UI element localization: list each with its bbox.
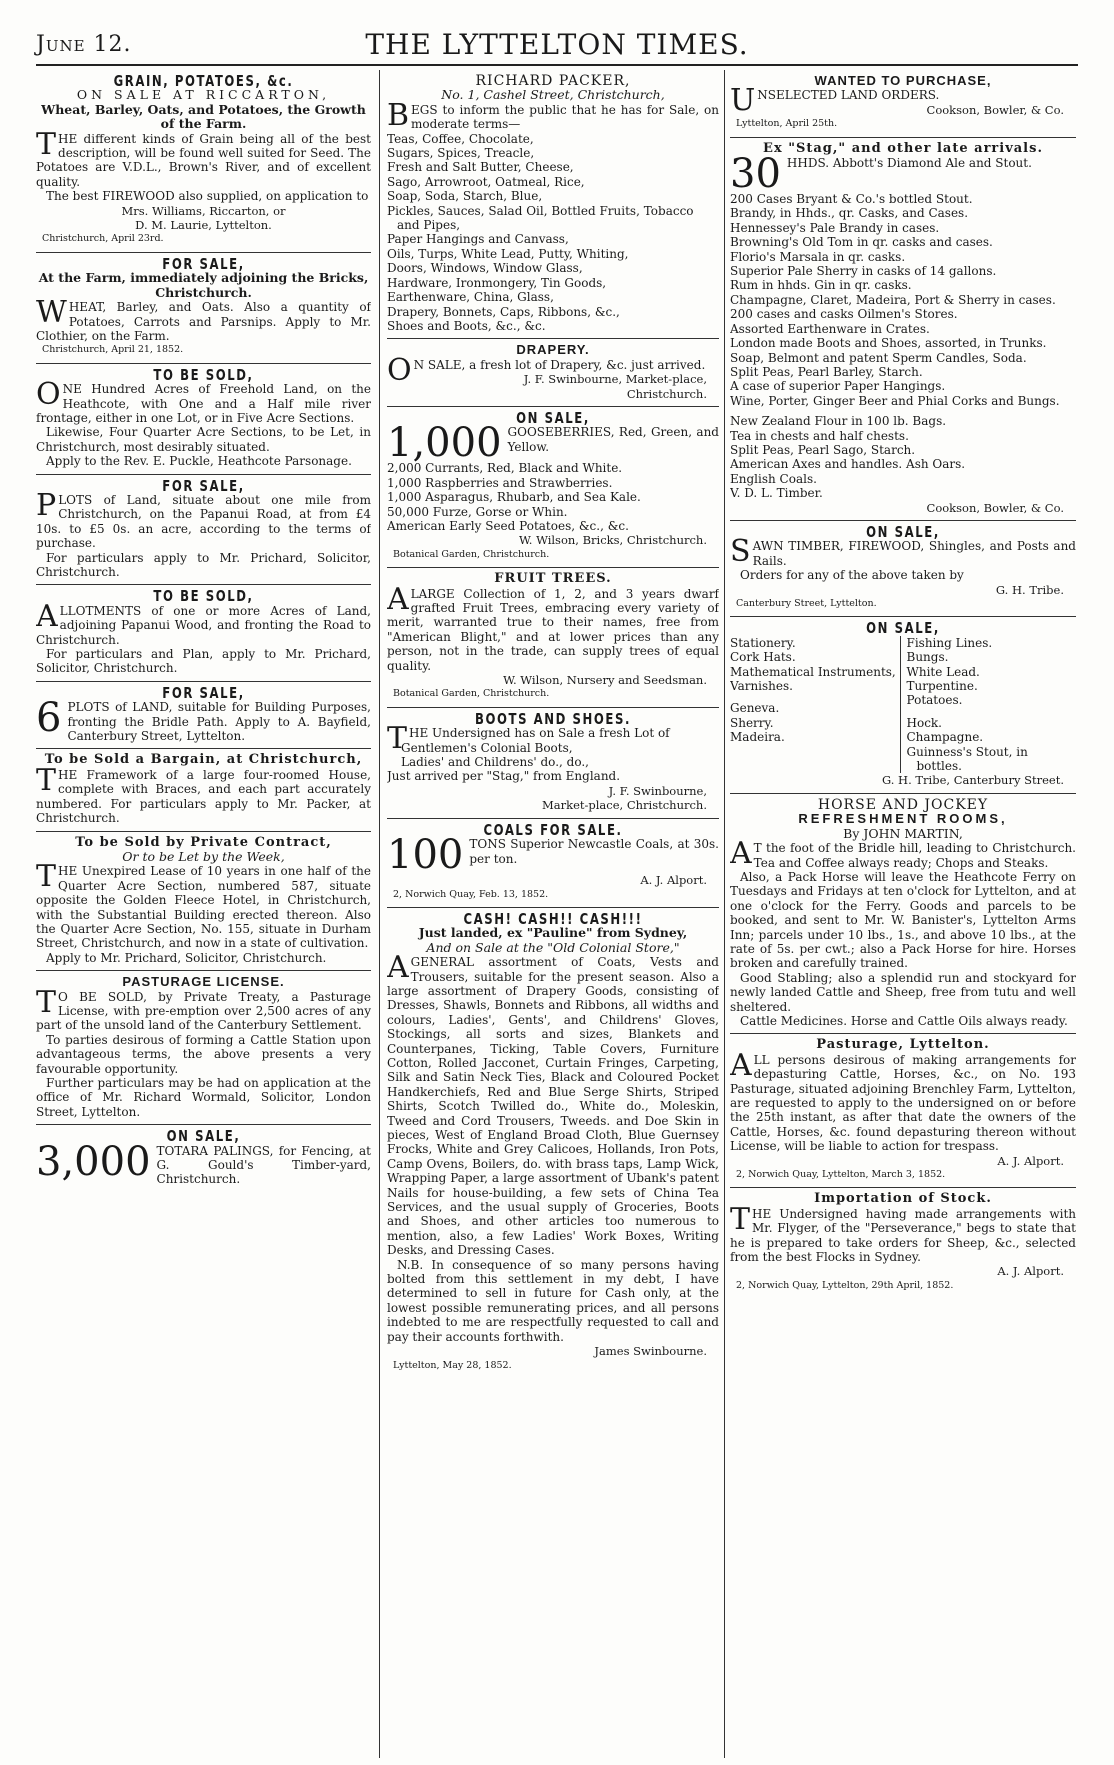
list-item: 2,000 Currants, Red, Black and White. — [387, 461, 623, 476]
ad-body: TO BE SOLD, by Private Treaty, a Pasturage License, with pre-emption over 2,500 acres of any part of the unsold land of the Canterbury Settlement. — [36, 984, 371, 1033]
ad-body: UNSELECTED LAND ORDERS. — [730, 83, 940, 119]
ad-heading: TO BE SOLD, — [153, 365, 254, 384]
ad-heading: ON SALE, — [166, 1127, 241, 1146]
goods-list — [387, 132, 719, 334]
ad-body: To parties desirous of forming a Cattle Station upon advantageous terms, the above presents a very favourable opportunity. — [36, 1032, 371, 1076]
list-item: Drapery, Bonnets, Caps, Ribbons, &c., — [387, 304, 620, 319]
ad-dateline: Lyttelton, May 28, 1852. — [393, 1359, 512, 1371]
ad-body: ALL persons desirous of making arrangements for depasturing Cattle, Horses, &c., on No. 193 Pasturage, situated adjoining Brenchley Farm, Lyttelton, are requested to apply to the undersigned on or before the 25th instant, as after that date the owners of the Cattle, Horses, &c. found depasturing thereon without License, will be liable to action for trespass. — [730, 1047, 1076, 1154]
advertisement — [387, 819, 719, 908]
list-item: 50,000 Furze, Gorse or Whin. — [387, 504, 568, 519]
ad-big-numeral: 100 — [387, 832, 464, 879]
advertisement — [36, 253, 371, 364]
list-item: Bungs. — [906, 650, 949, 665]
column-3 — [730, 70, 1076, 1758]
masthead-title: THE LYTTELTON TIMES. — [365, 28, 749, 61]
ad-body: AGENERAL assortment of Coats, Vests and Trousers, suitable for the present season. Also a large assortment of Drapery Goods, consisting of Dresses, Shawls, Bonnets and Ribbons, all widths and colours, Ladies', Gents', and Childrens' Gloves, Stockings, all sorts and sizes, Blankets and Counterpanes, Ticking, Table Covers, Furniture Cotton, Rolled Jacconet, Curtain Fringes, Carpeting, Silk and Satin Neck Ties, Black and Coloured Pocket Handkerchiefs, Red and Blue Serge Shirts, Striped Shirts, Scotch Twilled do., White do., Moleskin, Tweed and Cord Trousers, Tweeds. and Doe Skin in pieces, West of England Broad Cloth, Blue Guernsey Frocks, White and Grey Calicoes, Hollands, Iron Pots, Camp Ovens, Boilers, do. with brass taps, Lamp Wick, Wrapping Paper, a large assortment of Ubank's patent Nails for house-building, a few sets of China Tea Services, and the usual supply of Groceries, Boots and Shoes, and other articles too numerous to mention, also, a few Ladies' Work Boxes, Writing Desks, and Dressing Cases. — [387, 950, 719, 1258]
ad-signature: G. H. Tribe. — [995, 582, 1064, 597]
list-item: Sugars, Spices, Treacle, — [387, 146, 535, 161]
ad-heading: TO BE SOLD, — [153, 587, 254, 606]
advertisement — [730, 617, 1076, 793]
list-item — [907, 708, 1077, 716]
advertisement — [730, 794, 1076, 1035]
ad-heading: WANTED TO PURCHASE, — [814, 73, 992, 88]
ad-body: ALLOTMENTS of one or more Acres of Land, adjoining Papanui Wood, and fronting the Road to Christchurch. — [36, 598, 371, 647]
ad-body: Cattle Medicines. Horse and Cattle Oils always ready. — [740, 1013, 1068, 1028]
ad-signature: Cookson, Bowler, & Co. — [926, 102, 1064, 117]
list-item: Earthenware, China, Glass, — [387, 290, 554, 305]
ad-signature: A. J. Alport. — [997, 1264, 1064, 1279]
advertisement — [36, 585, 371, 681]
ad-body: ALARGE Collection of 1, 2, and 3 years dwarf grafted Fruit Trees, embracing every variety of merit, warranted true to their names, free from "American Blight," and at lower prices than any person, not in the trade, can supply trees of equal quality. — [387, 581, 719, 673]
ad-body: Just arrived per "Stag," from England. — [387, 769, 621, 784]
ad-dateline: 2, Norwich Quay, Lyttelton, 29th April, 1852. — [736, 1279, 954, 1291]
list-item: V. D. L. Timber. — [730, 486, 823, 501]
ad-signature: Market-place, Christchurch. — [541, 798, 707, 813]
list-item: Paper Hangings and Canvass, — [387, 232, 569, 247]
list-item: American Early Seed Potatoes, &c., &c. — [387, 518, 629, 533]
list-item: Varnishes. — [730, 679, 793, 694]
ad-subheading: ON SALE AT RICCARTON, — [76, 87, 331, 103]
list-item: Stationery. — [730, 635, 796, 650]
column-2 — [387, 70, 719, 1758]
list-item: Assorted Earthenware in Crates. — [730, 321, 930, 336]
column-divider — [724, 70, 725, 1758]
ad-heading: CASH! CASH!! CASH!!! — [463, 909, 643, 928]
advertisement — [36, 1125, 371, 1192]
ad-heading: FRUIT TREES. — [494, 571, 612, 587]
list-item: 200 Cases Bryant & Co.'s bottled Stout. — [730, 192, 973, 207]
ad-body: AT the foot of the Bridle hill, leading to Christchurch. Tea and Coffee always ready; Chops and Steaks. — [730, 836, 1076, 872]
advertisement — [387, 70, 719, 339]
ad-signature: Cookson, Bowler, & Co. — [926, 500, 1064, 515]
list-item: Browning's Old Tom in qr. casks and cases. — [730, 235, 993, 250]
ad-heading: PASTURAGE LICENSE. — [122, 974, 285, 990]
ad-heading: BOOTS AND SHOES. — [475, 709, 631, 728]
list-item: 1,000 Raspberries and Strawberries. — [387, 475, 613, 490]
header-rule — [36, 64, 1078, 66]
advertisement — [36, 475, 371, 586]
ad-subheading: Wheat, Barley, Oats, and Potatoes, the Growth of the Farm. — [41, 101, 366, 132]
ad-signature: A. J. Alport. — [640, 873, 707, 888]
ad-body: Also, a Pack Horse will leave the Heathcote Ferry on Tuesdays and Fridays at ten o'clock for Lyttelton, and at one o'clock for the Ferry. Goods and parcels to be booked, and sent to Mr. W. Banister's, Lyttelton Arms Inn; parcels under 10 lbs., 1s., and above 10 lbs., at the rate of 5s. per cwt.; also a Pack Horse for hire. Horses broken and carefully trained. — [730, 869, 1076, 971]
two-column-list — [730, 636, 1076, 774]
ad-dateline: Lyttelton, April 25th. — [736, 118, 838, 130]
ad-heading: FOR SALE, — [162, 476, 245, 495]
ad-body: N.B. In consequence of so many persons having bolted from this settlement in my debt, I have determined to sell in future for Cash only, at the lowest possible remunerating prices, and all persons indebted to me are respectfully requested to call and pay their accounts forthwith. — [387, 1257, 719, 1344]
advertisement — [730, 1034, 1076, 1188]
goods-list-right — [900, 636, 1077, 774]
advertisement — [36, 364, 371, 475]
goods-list — [387, 741, 719, 770]
advertisement — [36, 971, 371, 1125]
list-item: Hock. — [906, 715, 942, 730]
list-item: Split Peas, Pearl Barley, Starch. — [730, 364, 923, 379]
ad-heading: FOR SALE, — [162, 254, 245, 273]
ad-body: THE different kinds of Grain being all of the best description, will be found well suited for Seed. The Potatoes are V.D.L., Brown's River, and of excellent quality. — [36, 126, 371, 189]
ad-heading: GRAIN, POTATOES, &c. — [113, 72, 294, 90]
advertisement — [387, 407, 719, 568]
list-item: Wine, Porter, Ginger Beer and Phial Corks and Bungs. — [730, 393, 1060, 408]
list-item: Hardware, Ironmongery, Tin Goods, — [387, 275, 607, 290]
list-item: Turpentine. — [906, 679, 978, 694]
ad-subheading: At the Farm, immediately adjoining the Bricks, Christchurch. — [38, 270, 369, 300]
advertisement — [387, 339, 719, 407]
list-item: Cork Hats. — [730, 650, 796, 665]
ad-heading: Ex "Stag," and other late arrivals. — [763, 140, 1043, 156]
ad-signature: J. F. Swinbourne, — [608, 783, 707, 798]
ad-signature: W. Wilson, Nursery and Seedsman. — [503, 673, 707, 688]
ad-body: Likewise, Four Quarter Acre Sections, to be Let, in Christchurch, most desirably situated. — [36, 425, 371, 454]
list-item: Shoes and Boots, &c., &c. — [387, 318, 546, 333]
list-item: American Axes and handles. Ash Oars. — [730, 457, 966, 472]
advertisement — [730, 521, 1076, 617]
advertisement — [387, 708, 719, 819]
goods-list-left — [730, 636, 900, 774]
ad-body: PLOTS of Land, situate about one mile from Christchurch, on the Papanui Road, at from £4 10s. to £5 0s. an acre, according to the terms of purchase. — [36, 487, 371, 551]
list-item: Tea in chests and half chests. — [730, 428, 909, 443]
ad-body: Apply to Mr. Prichard, Solicitor, Christchurch. — [46, 950, 327, 965]
list-item: Geneva. — [730, 701, 780, 716]
advertisement — [387, 908, 719, 1378]
ad-heading: RICHARD PACKER, — [475, 73, 631, 89]
list-item: Hennessey's Pale Brandy in cases. — [730, 220, 940, 235]
ad-signature: G. H. Tribe, Canterbury Street. — [881, 773, 1064, 788]
ad-heading: To be Sold by Private Contract, — [75, 834, 332, 850]
list-item: Soap, Belmont and patent Sperm Candles, Soda. — [730, 350, 1027, 365]
ad-heading: ON SALE, — [866, 619, 940, 638]
ad-dateline: 2, Norwich Quay, Lyttelton, March 3, 1852. — [736, 1169, 946, 1181]
ad-body: TOTARA PALINGS, for Fencing, at G. Gould's Timber-yard, Christchurch. — [156, 1143, 371, 1187]
list-item: Mathematical Instruments, — [730, 664, 896, 679]
ad-body: THE Undersigned has on Sale a fresh Lot of — [387, 721, 670, 757]
ad-heading: FOR SALE, — [162, 683, 245, 702]
ad-subheading: Just landed, ex "Pauline" from Sydney, — [418, 925, 688, 941]
goods-list — [730, 192, 1076, 408]
ad-body: For particulars and Plan, apply to Mr. Prichard, Solicitor, Christchurch. — [36, 647, 371, 676]
list-item: Florio's Marsala in qr. casks. — [730, 249, 906, 264]
ad-dateline: Canterbury Street, Lyttelton. — [736, 598, 877, 609]
list-item: Potatoes. — [906, 693, 963, 708]
ad-body: Apply to the Rev. E. Puckle, Heathcote Parsonage. — [46, 454, 352, 469]
ad-body: For particulars apply to Mr. Prichard, Solicitor, Christchurch. — [36, 550, 371, 579]
ad-body: THE Unexpired Lease of 10 years in one half of the Quarter Acre Section, numbered 587, situate opposite the Golden Fleece Hotel, in Christchurch, with the Substantial Building erected thereon. Also the Quarter Acre Section, No. 155, situate in Durham Street, Christchurch, and now in a state of cultivation. — [36, 859, 371, 951]
list-item: Fishing Lines. — [906, 635, 993, 650]
ad-dateline: Botanical Garden, Christchurch. — [393, 548, 550, 560]
ad-subheading: By JOHN MARTIN, — [843, 825, 963, 841]
advertisement — [36, 749, 371, 831]
list-item: Superior Pale Sherry in casks of 14 gallons. — [730, 264, 997, 279]
ad-subheading: No. 1, Cashel Street, Christchurch, — [441, 87, 665, 103]
ad-signature: Christchurch. — [626, 386, 707, 401]
ad-body: ONE Hundred Acres of Freehold Land, on the Heathcote, with One and a Half mile river frontage, either in one Lot, or in Five Acre Sections. — [36, 377, 371, 425]
list-item — [730, 693, 900, 701]
list-item: Sago, Arrowroot, Oatmeal, Rice, — [387, 174, 585, 189]
list-item: Oils, Turps, White Lead, Putty, Whiting, — [387, 246, 629, 261]
list-item: Doors, Windows, Window Glass, — [387, 261, 583, 276]
ad-dateline: Botanical Garden, Christchurch. — [393, 688, 550, 700]
ad-signature: Mrs. Williams, Riccarton, or — [121, 203, 286, 218]
list-item: Ladies' and Childrens' do., do., — [401, 755, 589, 770]
advertisement — [730, 138, 1076, 521]
ad-heading: Pasturage, Lyttelton. — [816, 1037, 990, 1053]
ad-dateline: 2, Norwich Quay, Feb. 13, 1852. — [393, 888, 549, 900]
ad-heading: ON SALE, — [866, 522, 940, 541]
list-item: Sherry. — [730, 715, 774, 730]
list-item: Guinness's Stout, in bottles. — [906, 744, 1028, 774]
ad-body: Good Stabling; also a splendid run and stockyard for newly landed Cattle and Sheep, free from tutu and well sheltered. — [730, 970, 1076, 1014]
ad-body: THE Undersigned having made arrangements with Mr. Flyger, of the "Perseverance," begs to state that he is prepared to take orders for Sheep, &c., selected from the best Flocks in Sydney. — [730, 1201, 1076, 1265]
ad-heading: HORSE AND JOCKEY — [817, 796, 989, 813]
ad-heading: Importation of Stock. — [814, 1191, 992, 1207]
ad-body: WHEAT, Barley, and Oats. Also a quantity of Potatoes, Carrots and Parsnips. Apply to Mr. Clothier, on the Farm. — [36, 295, 371, 343]
list-item: Brandy, in Hhds., qr. Casks, and Cases. — [730, 206, 969, 221]
list-item: Gentlemen's Colonial Boots, — [401, 740, 573, 755]
ad-body: Orders for any of the above taken by — [740, 568, 964, 583]
advertisement — [387, 568, 719, 708]
ad-big-numeral: 6 — [36, 695, 62, 742]
ad-body: Further particulars may be had on application at the office of Mr. Richard Wormald, Solicitor, London Street, Lyttelton. — [36, 1076, 371, 1119]
ad-big-numeral: 3,000 — [36, 1138, 151, 1185]
ad-signature: D. M. Laurie, Lyttelton. — [135, 218, 272, 233]
ad-body: PLOTS of LAND, suitable for Building Purposes, fronting the Bridle Path. Apply to A. Bayfield, Canterbury Street, Lyttelton. — [67, 700, 371, 744]
list-item: A case of superior Paper Hangings. — [730, 379, 946, 394]
column-1 — [36, 70, 371, 1758]
ad-body: TONS Superior Newcastle Coals, at 30s. per ton. — [469, 837, 719, 866]
ad-signature: A. J. Alport. — [997, 1153, 1064, 1168]
column-divider — [379, 70, 380, 1758]
list-item: New Zealand Flour in 100 lb. Bags. — [730, 414, 947, 429]
list-item: London made Boots and Shoes, assorted, in Trunks. — [730, 336, 1047, 351]
ad-dateline: Christchurch, April 21, 1852. — [42, 344, 184, 356]
ad-signature: J. F. Swinbourne, Market-place, — [523, 372, 707, 387]
list-item: Champagne, Claret, Madeira, Port & Sherry in cases. — [730, 292, 1056, 307]
issue-date: June 12. — [36, 32, 132, 57]
advertisement — [36, 832, 371, 972]
page-header — [36, 24, 1078, 64]
list-item: 1,000 Asparagus, Rhubarb, and Sea Kale. — [387, 490, 641, 505]
list-item: Champagne. — [906, 730, 984, 745]
goods-list — [387, 461, 719, 533]
ad-body: HHDS. Abbott's Diamond Ale and Stout. — [786, 156, 1032, 171]
list-item: 200 cases and casks Oilmen's Stores. — [730, 307, 958, 322]
list-item: Madeira. — [730, 730, 785, 745]
goods-list — [730, 414, 1076, 500]
ad-subheading: Or to be Let by the Week, — [122, 848, 285, 864]
list-item: Rum in hhds. Gin in qr. casks. — [730, 278, 912, 293]
advertisement — [730, 1188, 1076, 1298]
list-item: Soap, Soda, Starch, Blue, — [387, 189, 543, 204]
list-item: White Lead. — [906, 664, 980, 679]
list-item: Fresh and Salt Butter, Cheese, — [387, 160, 574, 175]
ad-body: SAWN TIMBER, FIREWOOD, Shingles, and Posts and Rails. — [730, 534, 1076, 570]
list-item: Split Peas, Pearl Sago, Starch. — [730, 442, 916, 457]
ad-dateline: Christchurch, April 23rd. — [42, 233, 164, 245]
list-item: English Coals. — [730, 471, 817, 486]
ad-body: The best FIREWOOD also supplied, on application to — [46, 189, 369, 204]
ad-body: BEGS to inform the public that he has for Sale, on moderate terms— — [387, 97, 719, 133]
advertisement — [36, 682, 371, 750]
ad-heading: DRAPERY. — [516, 342, 590, 358]
ad-signature: W. Wilson, Bricks, Christchurch. — [518, 533, 707, 548]
advertisement — [730, 70, 1076, 138]
list-item: Teas, Coffee, Chocolate, — [387, 131, 534, 146]
ad-big-numeral: 30 — [730, 151, 781, 198]
ad-heading: COALS FOR SALE. — [483, 820, 623, 839]
ad-signature: James Swinbourne. — [594, 1344, 707, 1359]
list-item: Pickles, Sauces, Salad Oil, Bottled Fruits, Tobacco and Pipes, — [387, 203, 694, 233]
ad-subheading: And on Sale at the "Old Colonial Store," — [426, 939, 680, 955]
ad-big-numeral: 1,000 — [387, 420, 502, 467]
ad-heading: REFRESHMENT ROOMS, — [798, 811, 1008, 827]
advertisement — [36, 70, 371, 253]
ad-body: THE Framework of a large four-roomed House, complete with Braces, and each part accurately numbered. For particulars apply to Mr. Packer, at Christchurch. — [36, 762, 371, 826]
ad-heading: ON SALE, — [516, 408, 590, 427]
ad-body: ON SALE, a fresh lot of Drapery, &c. just arrived. — [387, 352, 706, 388]
ad-body: GOOSEBERRIES, Red, Green, and Yellow. — [507, 425, 719, 454]
ad-heading: To be Sold a Bargain, at Christchurch, — [44, 752, 363, 768]
